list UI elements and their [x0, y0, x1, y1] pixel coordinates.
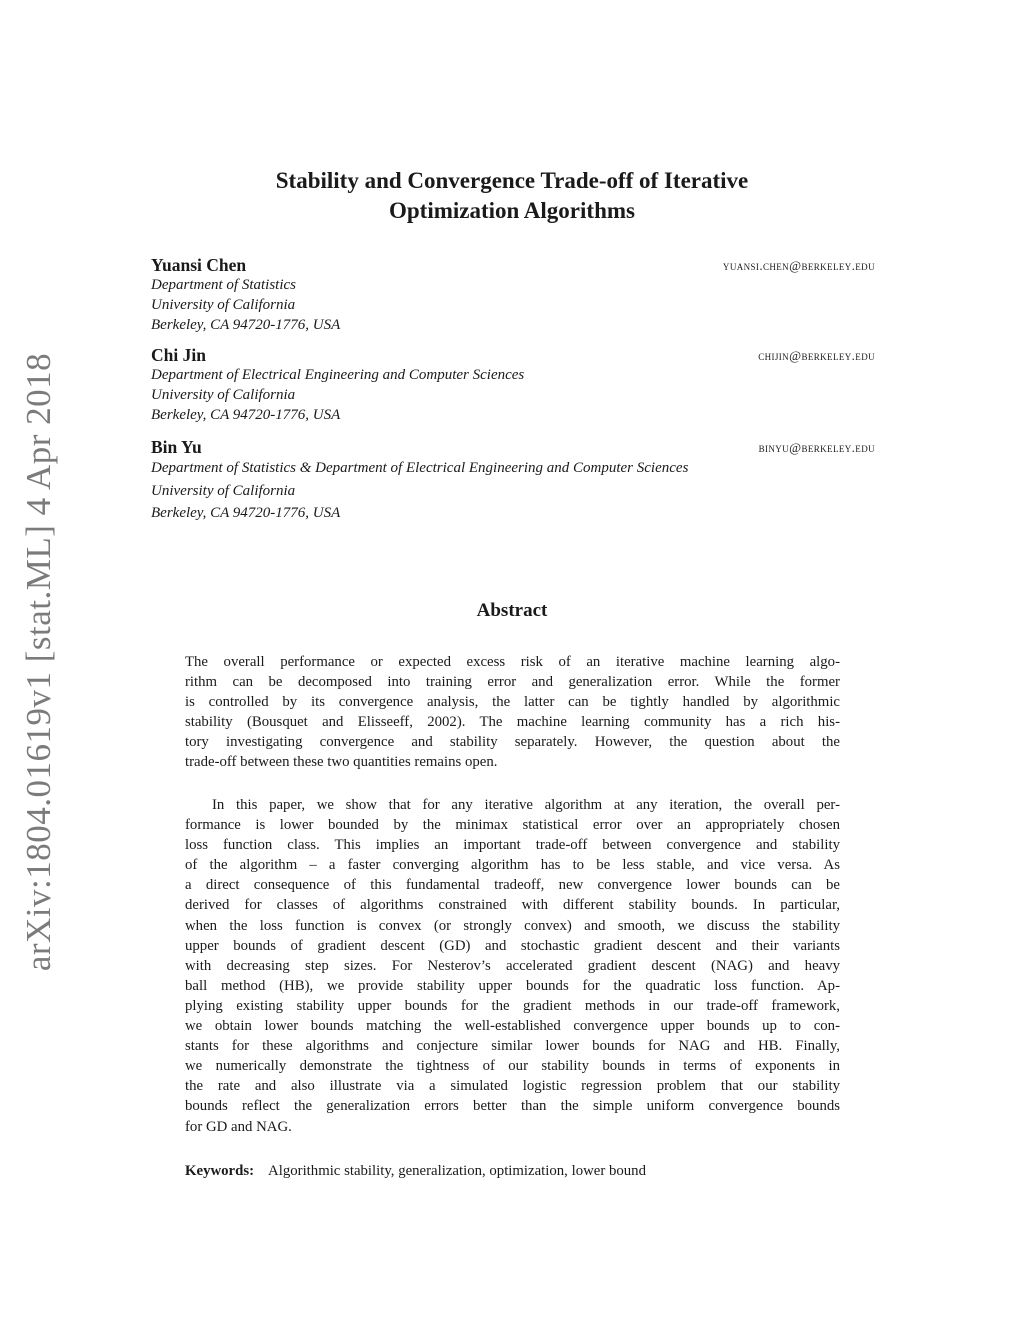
author-affiliation: Berkeley, CA 94720-1776, USA: [151, 505, 341, 521]
author-affiliation: Department of Statistics & Department of Electrical Engineering and Computer Sciences: [151, 460, 689, 476]
abstract-line: stability (Bousquet and Elisseeff, 2002). The machine learning community has a rich his-: [185, 714, 840, 731]
abstract-line: we obtain lower bounds matching the well-established convergence upper bounds up to con-: [185, 1018, 840, 1035]
abstract-line: rithm can be decomposed into training error and generalization error. While the former: [185, 674, 840, 691]
author-block-3: [151, 437, 875, 525]
abstract-line: trade-off between these two quantities remains open.: [185, 754, 498, 771]
abstract-line: when the loss function is convex (or strongly convex) and smooth, we discuss the stability: [185, 917, 840, 934]
author-affiliation: University of California: [151, 482, 296, 499]
author-email[interactable]: yuansi.chen@berkeley.edu: [722, 258, 875, 273]
abstract-line: The overall performance or expected excess risk of an iterative machine learning algo-: [185, 654, 840, 670]
abstract-paragraph-1: [185, 652, 840, 773]
author-block-1: [151, 255, 875, 335]
author-affiliation: University of California: [151, 297, 296, 313]
keywords-text: Algorithmic stability, generalization, optimization, lower bound: [268, 1163, 646, 1179]
title-line: Optimization Algorithms: [389, 198, 635, 223]
keywords: [185, 1161, 646, 1181]
keywords-label: Keywords:: [185, 1163, 255, 1179]
title-line: Stability and Convergence Trade-off of Iterative: [275, 168, 749, 193]
author-affiliation: University of California: [151, 387, 296, 403]
paper-title: [130, 166, 894, 226]
abstract-line: plying existing stability upper bounds for the gradient methods in our trade-off framework,: [185, 997, 840, 1014]
abstract-line: upper bounds of gradient descent (GD) and stochastic gradient descent and their variants: [185, 937, 840, 954]
abstract-line: with decreasing step sizes. For Nesterov’s accelerated gradient descent (NAG) and heavy: [185, 957, 840, 974]
author-name: Yuansi Chen: [151, 255, 247, 275]
abstract-line: bounds reflect the generalization errors better than the simple uniform convergence bounds: [185, 1098, 840, 1115]
abstract-line: a direct consequence of this fundamental tradeoff, new convergence lower bounds can be: [185, 877, 840, 894]
abstract-line: ball method (HB), we provide stability upper bounds for the quadratic loss function. Ap-: [185, 977, 840, 994]
author-name: Chi Jin: [151, 345, 206, 365]
abstract-line: of the algorithm – a faster converging algorithm has to be less stable, and vice versa. As: [185, 857, 840, 874]
abstract-heading: Abstract: [476, 600, 548, 621]
abstract-line: is controlled by its convergence analysis, the latter can be tightly handled by algorithmic: [185, 694, 840, 711]
author-affiliation: Department of Statistics: [151, 277, 296, 293]
abstract-line: In this paper, we show that for any iterative algorithm at any iteration, the overall per-: [212, 797, 840, 813]
abstract-line: for GD and NAG.: [185, 1118, 292, 1135]
abstract-line: we numerically demonstrate the tightness of our stability bounds in terms of exponents in: [185, 1058, 840, 1075]
arxiv-identifier: arXiv:1804.01619v1 [stat.ML] 4 Apr 2018: [19, 352, 58, 972]
abstract-line: derived for classes of algorithms constrained with different stability bounds. In particular,: [185, 897, 840, 914]
abstract-paragraph-2: [185, 795, 840, 1137]
author-affiliation: Department of Electrical Engineering and Computer Sciences: [151, 367, 525, 383]
abstract-line: tory investigating convergence and stability separately. However, the question about the: [185, 734, 840, 751]
author-email[interactable]: chijin@berkeley.edu: [758, 348, 875, 363]
abstract-line: loss function class. This implies an important trade-off between convergence and stability: [185, 837, 840, 854]
abstract-line: stants for these algorithms and conjecture similar lower bounds for NAG and HB. Finally,: [185, 1038, 840, 1055]
author-name: Bin Yu: [151, 437, 202, 457]
author-affiliation: Berkeley, CA 94720-1776, USA: [151, 317, 341, 333]
author-email[interactable]: binyu@berkeley.edu: [758, 440, 875, 455]
author-affiliation: Berkeley, CA 94720-1776, USA: [151, 407, 341, 423]
abstract-line: formance is lower bounded by the minimax statistical error over an appropriately chosen: [185, 817, 840, 834]
author-block-2: [151, 345, 875, 425]
abstract-line: the rate and also illustrate via a simulated logistic regression problem that our stability: [185, 1078, 840, 1095]
